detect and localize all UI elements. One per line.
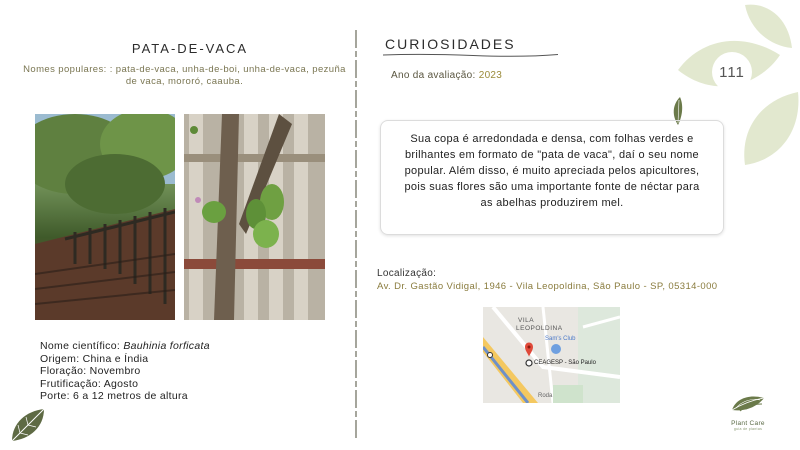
location-map[interactable] — [483, 307, 620, 403]
map-illustration — [483, 307, 620, 403]
size-row: Porte: 6 a 12 metros de altura — [40, 390, 188, 402]
flowering-row: Floração: Novembro — [40, 365, 141, 377]
popular-names: Nomes populares: : pata-de-vaca, unha-de-boi, unha-de-vaca, pezuña de vaca, mororó, caauba. — [23, 64, 346, 87]
vertical-divider — [355, 30, 357, 440]
leaf-icon — [8, 405, 48, 445]
map-road-label: Roda — [538, 393, 553, 399]
heading-underline — [383, 53, 558, 57]
logo-name: Plant Care — [731, 420, 765, 427]
scientific-name-label: Nome científico: — [40, 340, 121, 352]
curiosities-card: Sua copa é arredondada e densa, com folhas verdes e brilhantes em formato de "pata de vaca", daí o seu nome popular. Além disso, é muito apreciada pelos apicultores, pois suas flores são uma importante fonte de néctar para as abelhas produzirem mel. — [380, 120, 724, 235]
plant-care-logo — [718, 392, 778, 432]
map-poi-sams-club: Sam's Club — [545, 336, 576, 342]
fruiting-row: Frutificação: Agosto — [40, 377, 139, 390]
map-district-label: VILA — [518, 317, 535, 324]
year-label: Ano da avaliação: — [391, 70, 476, 81]
plant-photo-trunk — [184, 114, 325, 320]
plant-details — [40, 340, 210, 403]
scientific-name-row — [40, 340, 210, 353]
scientific-name-value: Bauhinia forficata — [123, 340, 210, 352]
curiosities-heading: CURIOSIDADES — [385, 36, 516, 52]
evaluation-year — [391, 70, 502, 81]
location-label: Localização: — [377, 268, 437, 279]
logo-tagline: guia de plantas — [733, 427, 763, 431]
year-value: 2023 — [478, 70, 503, 81]
location-address: Av. Dr. Gastão Vidigal, 1946 - Vila Leopoldina, São Paulo - SP, 05314-000 — [377, 281, 718, 292]
plant-care-logo-icon — [728, 392, 768, 414]
fence-photo-illustration — [35, 114, 175, 320]
plant-number-badge: 111 — [712, 52, 752, 92]
plant-photo-fence — [35, 114, 175, 320]
map-poi-ceagesp: CEAGESP - São Paulo — [534, 360, 596, 366]
trunk-photo-illustration — [184, 114, 325, 320]
plant-title: PATA-DE-VACA — [131, 41, 249, 56]
map-district-label-2: LEOPOLDINA — [516, 325, 563, 332]
origin-row: Origem: China e Índia — [40, 352, 149, 365]
